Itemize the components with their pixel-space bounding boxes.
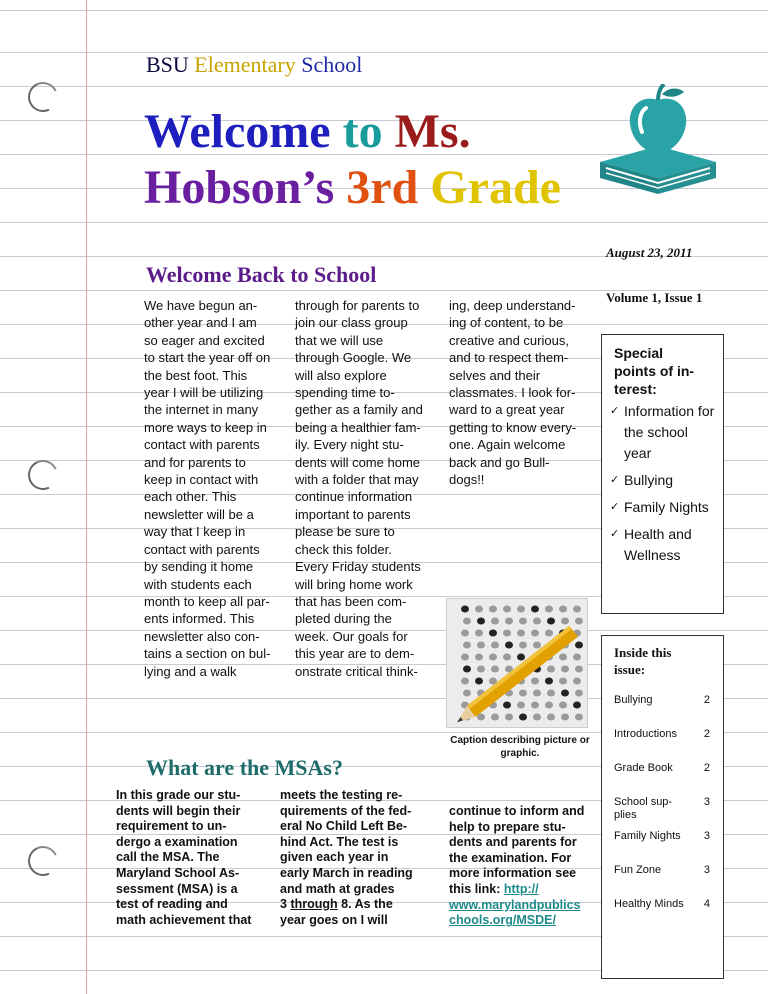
msde-link[interactable]: www.marylandpublics — [449, 897, 581, 912]
article-line: dergo a examination — [116, 834, 238, 849]
newsletter-title — [144, 104, 614, 216]
article-line: way that I keep in — [144, 524, 246, 540]
answer-bubble — [559, 654, 567, 661]
answer-bubble — [561, 618, 569, 625]
answer-bubble — [533, 714, 541, 721]
article-text: continue to inform and — [449, 804, 585, 818]
msde-link[interactable]: http:// — [503, 881, 539, 896]
answer-bubble — [491, 618, 499, 625]
article-line: Every Friday students — [295, 559, 421, 575]
answer-bubble — [545, 606, 553, 613]
answer-bubble — [519, 690, 527, 697]
article-line: other year and I am — [144, 315, 257, 331]
answer-bubble — [531, 606, 539, 613]
special-point-item — [610, 524, 718, 566]
answer-bubble — [575, 642, 583, 649]
toc-row[interactable] — [614, 830, 718, 843]
answer-bubble — [463, 618, 471, 625]
inside-issue-box — [601, 635, 724, 979]
msa-column-1 — [116, 788, 266, 928]
answer-bubble — [475, 606, 483, 613]
article-line: with students each — [144, 576, 252, 592]
answer-bubble — [561, 690, 569, 697]
welcome-column-3 — [449, 297, 594, 488]
welcome-heading: Welcome Back to School — [146, 262, 377, 287]
article-line: sessment (MSA) is a — [116, 881, 238, 896]
article-line: the best foot. This — [144, 367, 248, 383]
notebook-margin-line — [86, 0, 87, 994]
article-line: creative and curious, — [449, 332, 569, 348]
toc-label: Introductions — [614, 728, 677, 740]
special-point-item — [610, 401, 718, 464]
article-line: ing of content, to be — [449, 315, 564, 331]
title-word: Hobson’s — [144, 161, 347, 214]
article-line: one. Again welcome — [449, 437, 566, 453]
article-line: so eager and excited — [144, 332, 265, 348]
article-line: the internet in many — [144, 402, 259, 418]
answer-bubble — [519, 642, 527, 649]
answer-bubble — [533, 690, 541, 697]
answer-bubble — [547, 666, 555, 673]
article-line: early March in reading — [280, 865, 413, 880]
answer-bubble — [475, 654, 483, 661]
answer-bubble — [545, 702, 553, 709]
special-point-text: Information for the school year — [624, 403, 715, 461]
article-line: Maryland School As- — [116, 865, 240, 880]
answer-bubble — [573, 654, 581, 661]
article-line: year I will be utilizing — [144, 385, 264, 401]
answer-bubble — [505, 618, 513, 625]
msde-link[interactable]: chools.org/MSDE/ — [449, 913, 556, 928]
toc-row[interactable] — [614, 864, 718, 877]
underlined-word: through — [290, 897, 338, 912]
article-line — [449, 820, 597, 836]
title-word: Ms. — [394, 105, 471, 158]
inside-title-line: Inside this — [614, 645, 672, 660]
article-line: by sending it home — [144, 559, 254, 575]
msa-column-2 — [280, 788, 430, 928]
article-line: keep in contact with — [144, 472, 259, 488]
toc-label: Family Nights — [614, 830, 681, 842]
answer-bubble — [463, 642, 471, 649]
article-line — [449, 804, 597, 820]
article-line: important to parents — [295, 506, 411, 522]
article-line: year goes on I will — [280, 912, 388, 927]
article-line: check this folder. — [295, 541, 392, 557]
answer-bubble — [547, 690, 555, 697]
msa-heading: What are the MSAs? — [146, 755, 343, 780]
article-line: test of reading and — [116, 897, 228, 912]
toc-row[interactable] — [614, 728, 718, 741]
article-line: and math at grades — [280, 881, 395, 896]
toc-label: School sup-plies — [614, 796, 673, 821]
article-text: 8. As the — [337, 897, 393, 912]
special-point-item — [610, 470, 718, 491]
answer-bubble — [517, 654, 525, 661]
article-line: that we will use — [295, 332, 384, 348]
article-line: We have begun an- — [144, 298, 258, 313]
answer-bubble — [559, 702, 567, 709]
article-line: this year are to dem- — [295, 646, 415, 662]
special-points-title-line: terest: — [614, 381, 657, 397]
answer-bubble — [575, 618, 583, 625]
article-line: ily. Every night stu- — [295, 437, 404, 453]
answer-bubble — [463, 690, 471, 697]
article-text: more information see — [449, 866, 577, 881]
article-line: will bring home work — [295, 576, 413, 592]
answer-bubble — [531, 678, 539, 685]
special-points-box — [601, 334, 724, 614]
answer-bubble — [491, 714, 499, 721]
article-line: through Google. We — [295, 350, 412, 366]
article-line: will also explore — [295, 367, 387, 383]
toc-row[interactable] — [614, 898, 718, 911]
special-point-item — [610, 497, 718, 518]
answer-bubble — [489, 630, 497, 637]
article-line: dogs!! — [449, 472, 485, 488]
article-line: call the MSA. The — [116, 850, 220, 865]
answer-bubble — [531, 630, 539, 637]
title-word: to — [342, 105, 395, 158]
inside-issue-title — [614, 644, 671, 678]
article-line: gether as a family and — [295, 402, 423, 418]
toc-row[interactable] — [614, 796, 718, 822]
answer-bubble — [477, 618, 485, 625]
toc-label: Fun Zone — [614, 864, 662, 876]
special-point-text: Family Nights — [624, 499, 709, 515]
binder-hole-icon — [24, 456, 62, 494]
article-line: quirements of the fed- — [280, 803, 412, 818]
answer-bubble — [503, 654, 511, 661]
article-line: contact with parents — [144, 437, 260, 453]
answer-bubble — [503, 606, 511, 613]
binder-hole-icon — [24, 78, 62, 116]
welcome-column-1 — [144, 297, 284, 680]
answer-bubble — [505, 642, 513, 649]
article-line: ward to a great year — [449, 402, 565, 418]
title-word: 3rd — [346, 161, 431, 214]
special-point-text: Health and Wellness — [624, 526, 692, 563]
article-line: newsletter will be a — [144, 506, 254, 522]
article-line: pleted during the — [295, 611, 392, 627]
answer-bubble — [573, 678, 581, 685]
toc-page: 4 — [703, 898, 710, 910]
article-line: to start the year off on — [144, 350, 271, 366]
answer-bubble — [503, 702, 511, 709]
answer-bubble — [573, 702, 581, 709]
toc-page: 2 — [703, 694, 710, 706]
answer-bubble — [477, 642, 485, 649]
answer-bubble — [547, 714, 555, 721]
article-line — [449, 866, 597, 882]
answer-bubble — [491, 642, 499, 649]
title-word: Grade — [430, 161, 561, 214]
special-points-list — [610, 401, 718, 572]
article-line: dents will come home — [295, 454, 420, 470]
apple-on-book-icon — [596, 84, 720, 202]
article-line: and to respect them- — [449, 350, 569, 366]
article-line — [449, 882, 597, 898]
answer-bubble — [505, 714, 513, 721]
answer-bubble — [461, 678, 469, 685]
article-line: hind Act. The test is — [280, 834, 399, 849]
answer-bubble — [489, 606, 497, 613]
article-line: classmates. I look for- — [449, 385, 576, 401]
article-line: ing, deep understand- — [449, 298, 576, 313]
issue-date: August 23, 2011 — [606, 245, 693, 260]
article-text: the examination. For — [449, 850, 572, 865]
article-line: through for parents to — [295, 298, 420, 313]
msa-column-3 — [449, 804, 597, 929]
article-line: that has been com- — [295, 593, 407, 609]
answer-bubble — [461, 606, 469, 613]
article-line: each other. This — [144, 489, 237, 505]
answer-bubble — [575, 666, 583, 673]
article-line: please be sure to — [295, 524, 395, 540]
toc-page: 3 — [703, 796, 710, 808]
article-line: ents informed. This — [144, 611, 255, 627]
test-sheet-photo — [446, 598, 588, 728]
answer-bubble — [547, 618, 555, 625]
answer-bubble — [533, 642, 541, 649]
checkmark-icon: ✓ — [610, 501, 620, 513]
article-line: meets the testing re- — [280, 788, 403, 802]
answer-bubble — [545, 630, 553, 637]
toc-row[interactable] — [614, 762, 718, 775]
special-points-title-line: points of in- — [614, 363, 695, 379]
issue-volume: Volume 1, Issue 1 — [606, 290, 703, 305]
answer-bubble — [531, 702, 539, 709]
article-line: onstrate critical think- — [295, 663, 418, 679]
answer-bubble — [475, 678, 483, 685]
photo-caption: Caption describing picture or graphic. — [450, 735, 590, 759]
toc-label: Bullying — [614, 694, 653, 706]
binder-hole-icon — [24, 842, 62, 880]
article-line: continue information — [295, 489, 413, 505]
answer-bubble — [461, 654, 469, 661]
toc-page: 3 — [703, 830, 710, 842]
answer-bubble — [561, 666, 569, 673]
article-line: month to keep all par- — [144, 593, 270, 609]
article-line: given each year in — [280, 850, 389, 865]
toc-label: Healthy Minds — [614, 898, 684, 910]
answer-bubble — [475, 630, 483, 637]
article-text: 3 — [280, 897, 291, 912]
article-line: requirement to un- — [116, 819, 227, 834]
article-line: selves and their — [449, 367, 541, 383]
checkmark-icon: ✓ — [610, 405, 620, 417]
answer-bubble — [545, 678, 553, 685]
article-line: more ways to keep in — [144, 419, 267, 435]
title-word: Welcome — [144, 105, 343, 158]
answer-bubble — [503, 630, 511, 637]
school-name-word: School — [301, 52, 363, 77]
special-point-text: Bullying — [624, 472, 674, 488]
answer-bubble — [463, 666, 471, 673]
school-name — [146, 52, 362, 78]
article-line: spending time to- — [295, 385, 395, 401]
answer-bubble — [519, 618, 527, 625]
answer-bubble — [461, 630, 469, 637]
article-line: dents will begin their — [116, 803, 241, 818]
toc-page: 2 — [703, 762, 710, 774]
article-line: and for parents to — [144, 454, 246, 470]
toc-row[interactable] — [614, 694, 718, 707]
answer-bubble — [561, 714, 569, 721]
inside-title-line: issue: — [614, 662, 646, 677]
article-text: dents and parents for — [449, 835, 577, 850]
answer-bubble — [517, 606, 525, 613]
article-text: help to prepare stu- — [449, 819, 566, 834]
answer-bubble — [477, 666, 485, 673]
special-points-title — [614, 344, 714, 398]
article-line: In this grade our stu- — [116, 788, 241, 802]
article-line: eral No Child Left Be- — [280, 819, 408, 834]
article-line: with a folder that may — [295, 472, 419, 488]
article-line: math achievement that — [116, 912, 252, 927]
answer-bubble — [533, 618, 541, 625]
answer-bubble — [517, 630, 525, 637]
answer-bubble — [575, 714, 583, 721]
article-line: join our class group — [295, 315, 408, 331]
article-line: week. Our goals for — [295, 628, 408, 644]
toc-page: 2 — [703, 728, 710, 740]
school-name-word: BSU — [146, 52, 195, 77]
answer-bubble — [559, 606, 567, 613]
article-line: contact with parents — [144, 541, 260, 557]
special-points-title-line: Special — [614, 345, 664, 361]
answer-bubble — [573, 606, 581, 613]
checkmark-icon: ✓ — [610, 528, 620, 540]
answer-bubble — [575, 690, 583, 697]
answer-bubble — [517, 702, 525, 709]
article-line: lying and a walk — [144, 663, 237, 679]
toc-page: 3 — [703, 864, 710, 876]
article-line: being a healthier fam- — [295, 419, 421, 435]
answer-bubble — [491, 666, 499, 673]
test-sheet-pencil-icon — [447, 599, 587, 727]
article-line — [280, 897, 430, 913]
answer-bubble — [559, 678, 567, 685]
answer-bubble — [489, 654, 497, 661]
welcome-column-2 — [295, 297, 440, 680]
answer-bubble — [519, 714, 527, 721]
checkmark-icon: ✓ — [610, 474, 620, 486]
article-line: tains a section on bul- — [144, 646, 271, 662]
article-line: newsletter also con- — [144, 628, 260, 644]
article-line: getting to know every- — [449, 419, 577, 435]
article-text: this link: — [449, 881, 504, 896]
toc-label: Grade Book — [614, 762, 673, 774]
article-line — [449, 851, 597, 867]
school-name-word: Elementary — [194, 52, 302, 77]
article-line — [449, 835, 597, 851]
article-line: back and go Bull- — [449, 454, 550, 470]
